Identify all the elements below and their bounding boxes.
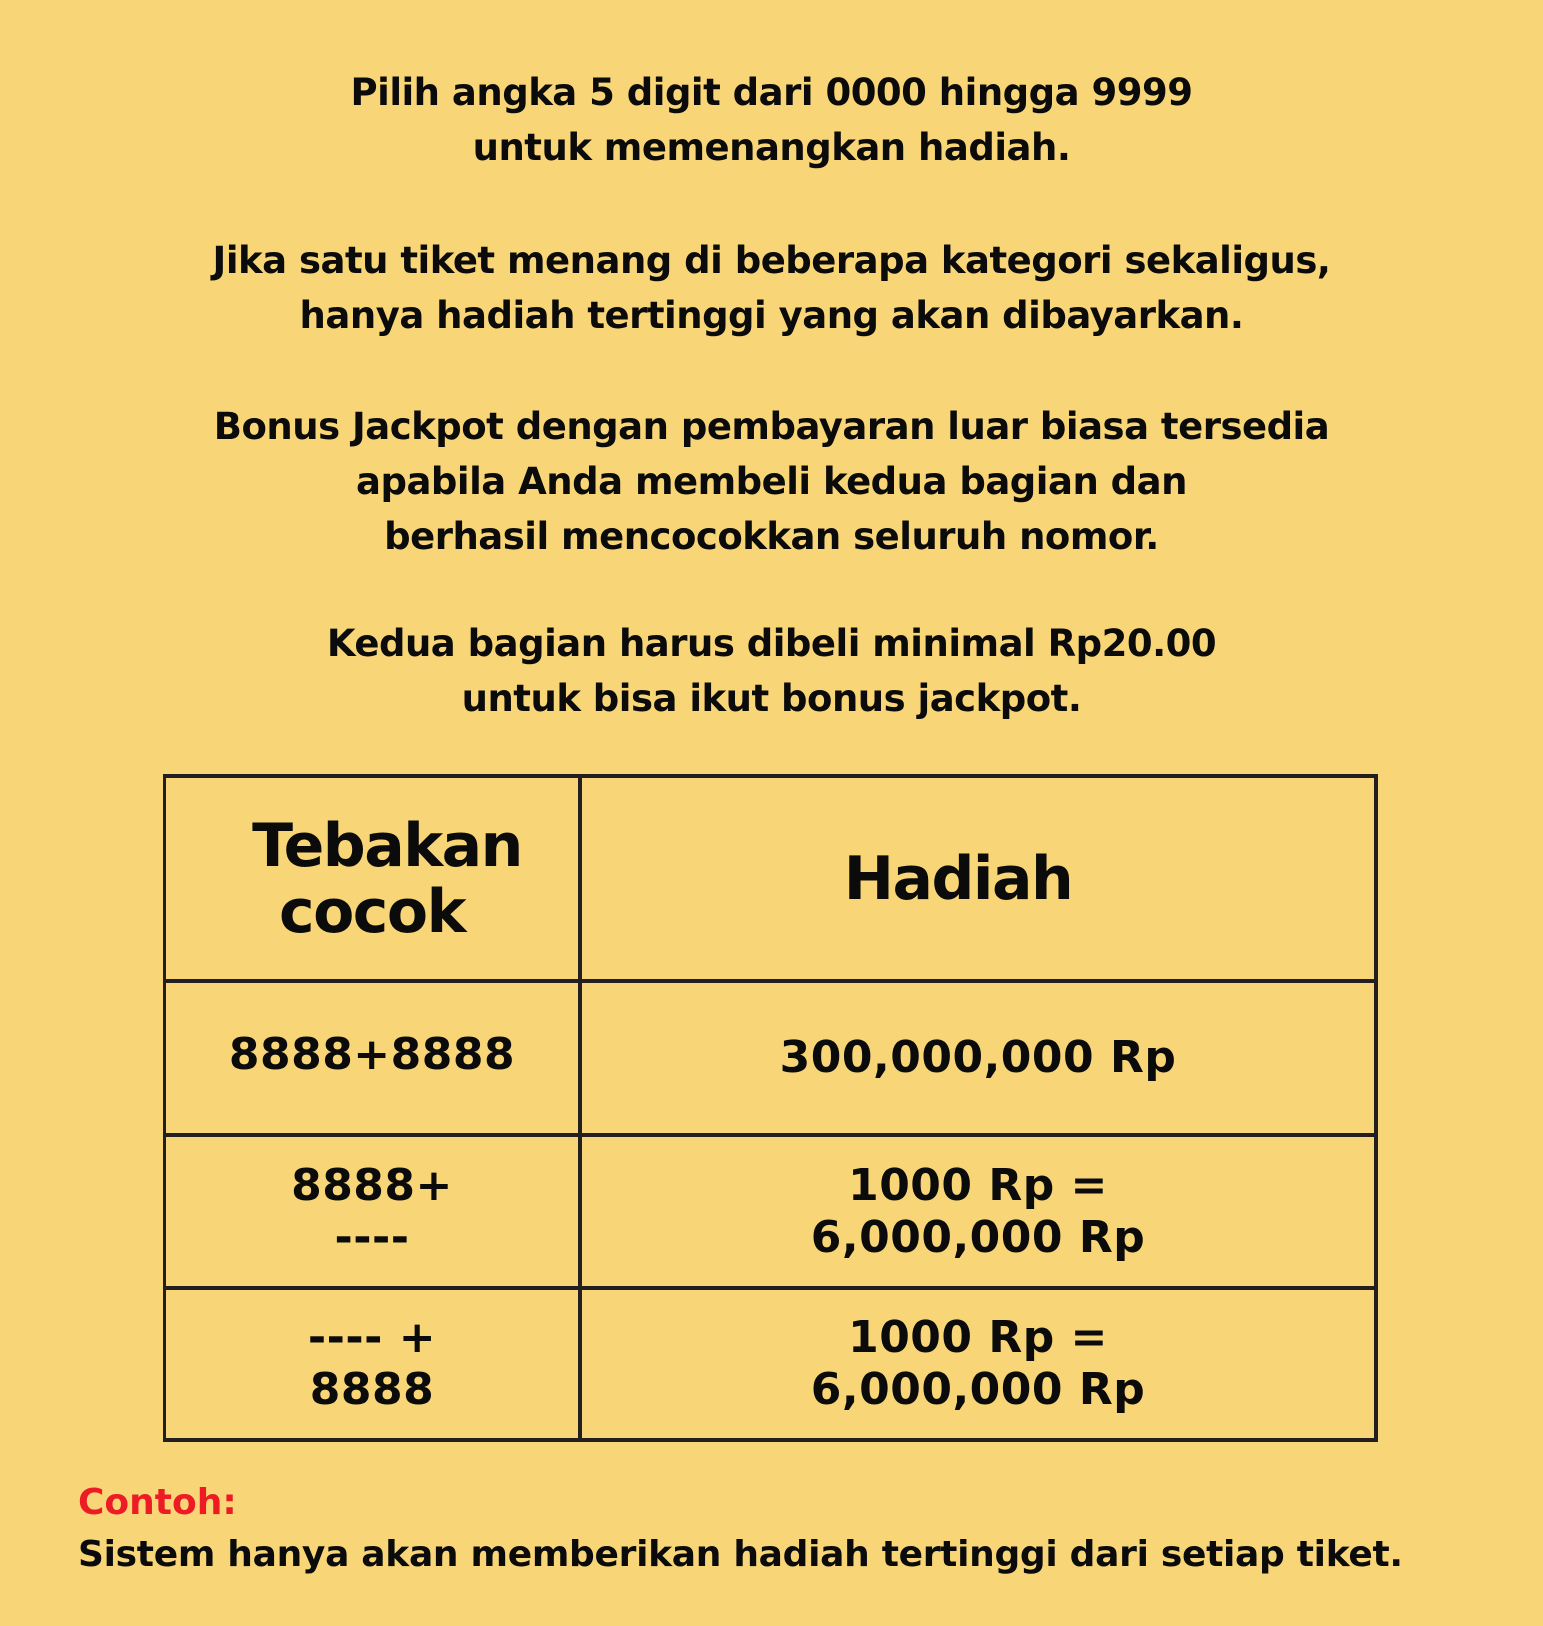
table-cell-match [166, 1137, 578, 1286]
cell-line: ---- + [307, 1312, 437, 1363]
cell-line: ---- [334, 1211, 410, 1263]
example-text: Sistem hanya akan memberikan hadiah tertinggi dari setiap tiket. [78, 1534, 1403, 1575]
table-cell-match [166, 983, 578, 1133]
cell-line: 8888+8888 [228, 1029, 516, 1080]
cell-line: 1000 Rp = [848, 1312, 1108, 1363]
intro-paragraph-minimum-purchase [0, 616, 1543, 726]
header-line: cocok [279, 876, 465, 947]
intro-line: Jika satu tiket menang di beberapa kategori sekaligus, [212, 239, 1331, 282]
cell-line: 300,000,000 Rp [779, 1032, 1177, 1083]
example-label: Contoh: [78, 1482, 237, 1523]
prize-table [163, 774, 1378, 1441]
intro-line: apabila Anda membeli kedua bagian dan [356, 460, 1187, 503]
intro-line: untuk memenangkan hadiah. [472, 126, 1071, 169]
intro-line: hanya hadiah tertinggi yang akan dibayarkan. [299, 294, 1244, 337]
header-matching-guess [166, 778, 578, 979]
table-cell-prize [582, 1137, 1374, 1286]
cell-line: 6,000,000 Rp [810, 1211, 1146, 1263]
cell-line: 6,000,000 Rp [810, 1364, 1146, 1415]
table-cell-prize [582, 983, 1374, 1133]
cell-line: 1000 Rp = [848, 1159, 1108, 1211]
intro-paragraph-bonus-jackpot [0, 399, 1543, 564]
table-cell-match [166, 1290, 578, 1438]
cell-line: 8888 [309, 1364, 435, 1415]
table-cell-prize [582, 1290, 1374, 1438]
intro-paragraph-multiple-wins [0, 233, 1543, 343]
intro-line: Kedua bagian harus dibeli minimal Rp20.00 [326, 622, 1217, 665]
table-border-right [1374, 774, 1378, 1441]
header-line: Tebakan [252, 810, 522, 881]
intro-line: Pilih angka 5 digit dari 0000 hingga 9999 [350, 71, 1193, 114]
table-border-bottom [163, 1438, 1378, 1442]
intro-line: untuk bisa ikut bonus jackpot. [461, 677, 1082, 720]
cell-line: 8888+ [291, 1159, 453, 1211]
intro-line: berhasil mencocokkan seluruh nomor. [384, 515, 1159, 558]
header-prize [582, 778, 1374, 979]
intro-paragraph-rules [0, 65, 1543, 175]
intro-line: Bonus Jackpot dengan pembayaran luar biasa tersedia [213, 405, 1330, 448]
header-line: Hadiah [843, 843, 1073, 914]
